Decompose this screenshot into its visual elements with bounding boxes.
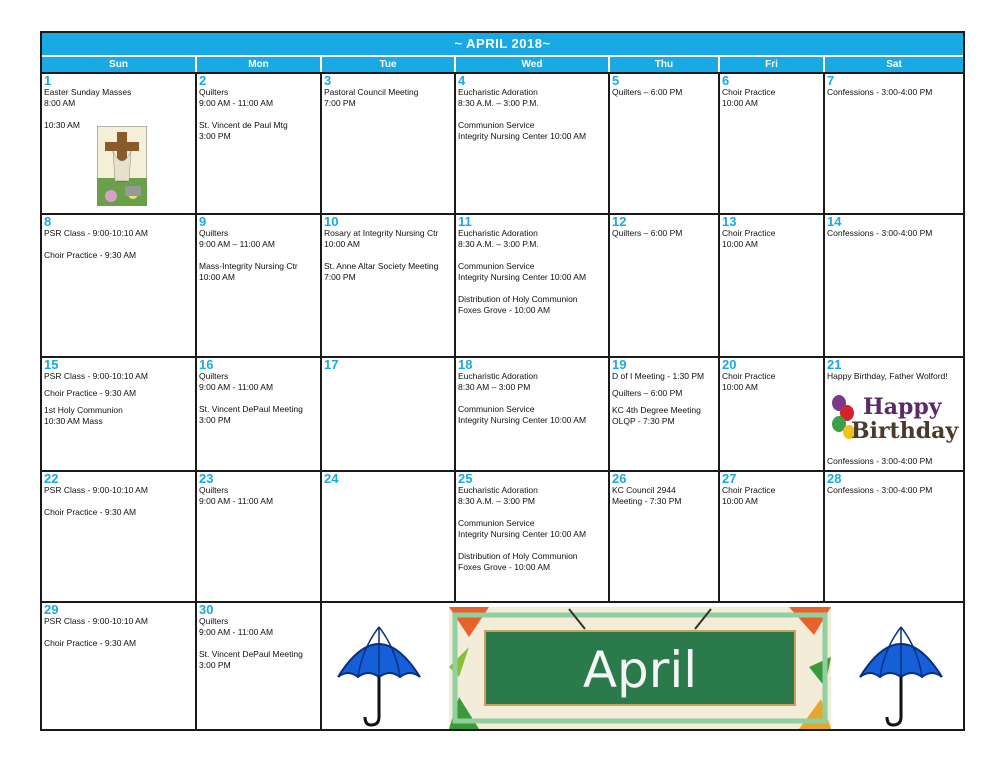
day-number: 8: [44, 215, 52, 229]
weekday-sat: Sat: [886, 59, 902, 70]
event-text: Choir Practice - 9:30 AM: [44, 507, 137, 517]
day-cell: [42, 358, 197, 472]
event-text: Eucharistic Adoration 8:30 AM – 3:00 PM: [458, 371, 538, 392]
day-number: 19: [612, 358, 627, 372]
day-cell: [456, 472, 610, 603]
day-cell: [322, 74, 456, 215]
event-text: Eucharistic Adoration 8:30 A.M. – 3:00 PM: [458, 485, 538, 506]
event-text: Quilters 9:00 AM - 11:00 AM: [199, 371, 274, 392]
day-cell: [322, 215, 456, 358]
event-text: Quilters 9:00 AM – 11:00 AM: [199, 228, 275, 249]
event-text: Confessions - 3:00-4:00 PM: [827, 87, 933, 97]
happy-birthday-graphic: [829, 394, 957, 458]
event-text: St. Vincent DePaul Meeting 3:00 PM: [199, 649, 303, 670]
event-text: Quilters 9:00 AM - 11:00 AM: [199, 87, 274, 108]
day-cell: [456, 215, 610, 358]
day-cell: [42, 215, 197, 358]
day-cell: [720, 215, 825, 358]
calendar-title: ~ APRIL 2018~: [42, 33, 963, 57]
event-text: PSR Class - 9:00-10:10 AM: [44, 371, 148, 381]
event-text: Distribution of Holy Communion Foxes Grove - 10:00 AM: [458, 551, 578, 572]
event-text: Quilters – 6:00 PM: [612, 388, 683, 398]
calendar-grid: [42, 74, 963, 729]
event-text: Communion Service Integrity Nursing Center 10:00 AM: [458, 261, 587, 282]
event-text: Quilters – 6:00 PM: [612, 87, 683, 97]
day-number: 1: [44, 74, 52, 88]
day-number: 18: [458, 358, 473, 372]
day-number: 24: [324, 472, 339, 486]
weekday-mon: Mon: [197, 57, 322, 72]
day-number: 29: [44, 603, 59, 617]
event-text: Pastoral Council Meeting 7:00 PM: [324, 87, 419, 108]
day-cell: [197, 603, 322, 729]
event-text: Quilters – 6:00 PM: [612, 228, 683, 238]
day-cell: [456, 358, 610, 472]
event-text: Choir Practice 10:00 AM: [722, 228, 776, 249]
day-number: 10: [324, 215, 339, 229]
event-text: Happy Birthday, Father Wolford!: [827, 371, 948, 381]
event-text: Easter Sunday Masses 8:00 AM: [44, 87, 132, 108]
event-text: Confessions - 3:00-4:00 PM: [827, 456, 933, 466]
event-text: Confessions - 3:00-4:00 PM: [827, 485, 933, 495]
event-text: St. Vincent de Paul Mtg 3:00 PM: [199, 120, 288, 141]
event-text: KC Council 2944 Meeting - 7:30 PM: [612, 485, 682, 506]
day-cell: [197, 472, 322, 603]
event-text: PSR Class - 9:00-10:10 AM: [44, 228, 148, 238]
day-number: 15: [44, 358, 59, 372]
day-cell: [825, 74, 963, 215]
event-text: Communion Service Integrity Nursing Center 10:00 AM: [458, 404, 587, 425]
april-board-text: April: [582, 641, 698, 699]
day-number: 4: [458, 74, 466, 88]
day-cell: [322, 358, 456, 472]
event-text: Quilters 9:00 AM - 11:00 AM: [199, 616, 274, 637]
umbrella-icon: [334, 619, 424, 729]
day-number: 12: [612, 215, 627, 229]
event-text: 10:30 AM: [44, 120, 80, 130]
event-text: 1st Holy Communion 10:30 AM Mass: [44, 405, 123, 426]
event-text: PSR Class - 9:00-10:10 AM: [44, 485, 148, 495]
day-number: 30: [199, 603, 214, 617]
day-cell: [322, 472, 456, 603]
day-number: 14: [827, 215, 842, 229]
day-number: 25: [458, 472, 473, 486]
day-cell: [197, 215, 322, 358]
event-text: St. Anne Altar Society Meeting 7:00 PM: [324, 261, 439, 282]
april-art-banner: [322, 603, 963, 729]
event-text: D of I Meeting - 1:30 PM: [612, 371, 705, 381]
event-text: Choir Practice 10:00 AM: [722, 485, 776, 506]
day-cell: [825, 358, 963, 472]
day-number: 7: [827, 74, 835, 88]
day-cell: [825, 215, 963, 358]
day-number: 9: [199, 215, 207, 229]
day-cell: [720, 472, 825, 603]
event-text: Choir Practice - 9:30 AM: [44, 250, 137, 260]
event-text: KC 4th Degree Meeting OLQP - 7:30 PM: [612, 405, 701, 426]
day-number: 22: [44, 472, 59, 486]
day-number: 16: [199, 358, 214, 372]
day-cell: [42, 472, 197, 603]
weekday-wed: Wed: [456, 57, 610, 72]
umbrella-icon: [856, 619, 946, 729]
event-text: Eucharistic Adoration 8:30 A.M. – 3:00 P.M.: [458, 228, 539, 249]
day-cell: [456, 74, 610, 215]
event-text: Mass-Integrity Nursing Ctr 10:00 AM: [199, 261, 298, 282]
birthday-text: Birthday: [851, 418, 959, 444]
happy-text: Happy: [863, 394, 942, 420]
day-number: 3: [324, 74, 332, 88]
event-text: Choir Practice 10:00 AM: [722, 87, 776, 108]
day-cell: [825, 472, 963, 603]
day-number: 17: [324, 358, 339, 372]
day-cell: [197, 358, 322, 472]
event-text: Quilters 9:00 AM - 11:00 AM: [199, 485, 274, 506]
event-text: Distribution of Holy Communion Foxes Grove - 10:00 AM: [458, 294, 578, 315]
day-cell: [197, 74, 322, 215]
day-cell: [42, 74, 197, 215]
event-text: Choir Practice 10:00 AM: [722, 371, 776, 392]
event-text: Communion Service Integrity Nursing Center 10:00 AM: [458, 518, 587, 539]
weekday-tue: Tue: [322, 57, 456, 72]
weekday-fri: Fri: [720, 57, 825, 72]
calendar: [40, 31, 965, 731]
weekday-thu: Thu: [610, 57, 720, 72]
day-cell: [610, 472, 720, 603]
day-cell: [42, 603, 197, 729]
day-number: 23: [199, 472, 214, 486]
day-cell: [720, 358, 825, 472]
weekday-sun: Sun: [42, 57, 197, 72]
event-text: Choir Practice - 9:30 AM: [44, 638, 137, 648]
day-cell: [610, 215, 720, 358]
event-text: St. Vincent DePaul Meeting 3:00 PM: [199, 404, 303, 425]
event-text: Confessions - 3:00-4:00 PM: [827, 228, 933, 238]
day-number: 11: [458, 215, 472, 229]
event-text: PSR Class - 9:00-10:10 AM: [44, 616, 148, 626]
day-cell: [720, 74, 825, 215]
day-number: 20: [722, 358, 737, 372]
april-chalkboard-image: [449, 607, 831, 729]
day-number: 26: [612, 472, 627, 486]
day-number: 6: [722, 74, 730, 88]
day-number: 13: [722, 215, 737, 229]
event-text: Eucharistic Adoration 8:30 A.M. – 3:00 P.M.: [458, 87, 539, 108]
day-number: 21: [827, 358, 842, 372]
day-number: 27: [722, 472, 737, 486]
day-number: 28: [827, 472, 842, 486]
event-text: Communion Service Integrity Nursing Center 10:00 AM: [458, 120, 587, 141]
event-text: Rosary at Integrity Nursing Ctr 10:00 AM: [324, 228, 439, 249]
day-cell: [610, 358, 720, 472]
day-number: 2: [199, 74, 207, 88]
easter-cross-image: [97, 126, 147, 206]
weekday-header: [42, 57, 963, 74]
event-text: Choir Practice - 9:30 AM: [44, 388, 137, 398]
day-cell: [610, 74, 720, 215]
day-number: 5: [612, 74, 620, 88]
